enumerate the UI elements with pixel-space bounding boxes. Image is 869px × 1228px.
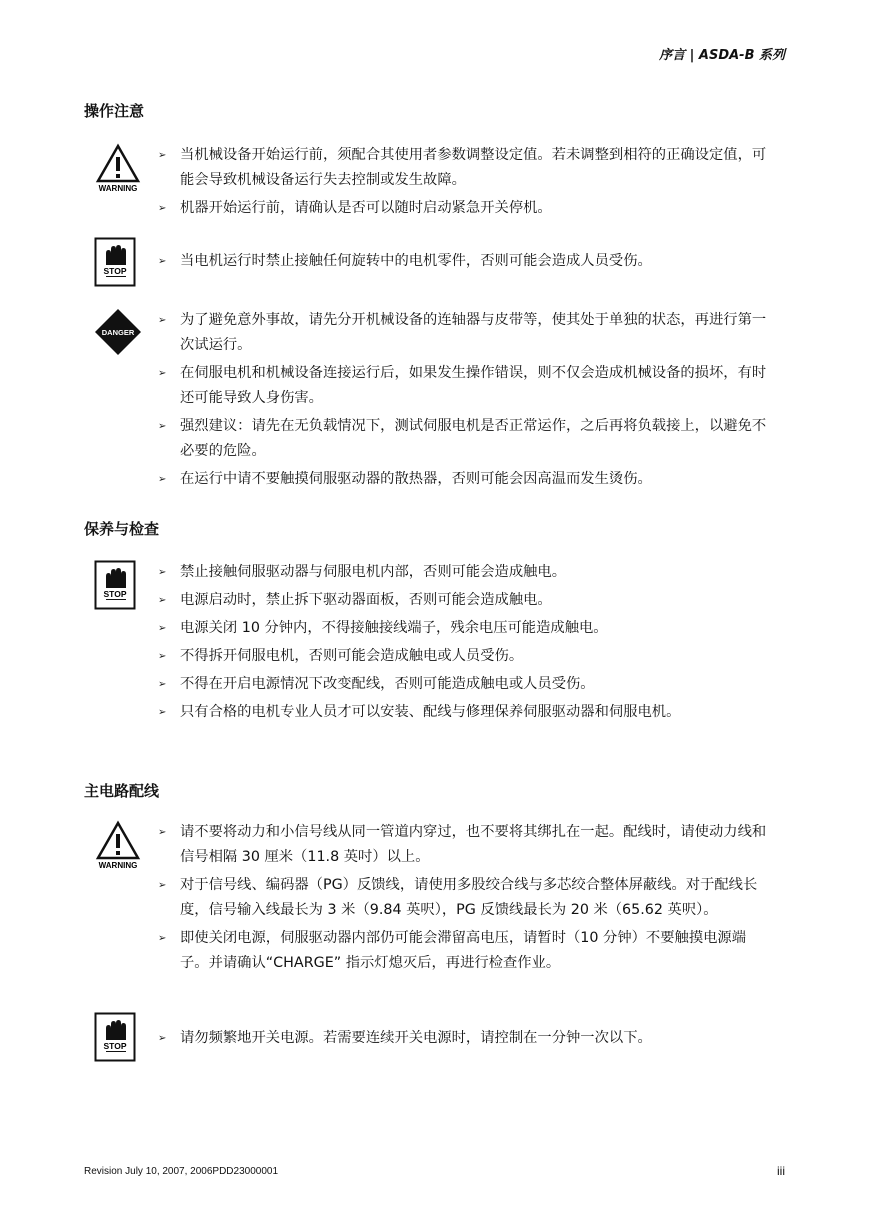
stop-icon-label: STOP	[103, 589, 127, 599]
list-item: ➢ 请不要将动力和小信号线从同一管道内穿过，也不要将其绑扎在一起。配线时，请使动力线和信号相隔 30 厘米（11.8 英吋）以上。	[158, 820, 774, 870]
list-item: ➢ 对于信号线、编码器（PG）反馈线，请使用多股绞合线与多芯绞合整体屏蔽线。对于配线长度，信号输入线最长为 3 米（9.84 英呎），PG 反馈线最长为 20 米（65.62 英呎）。	[158, 873, 774, 923]
stop-icon	[94, 560, 136, 610]
stop-icon-label: STOP	[103, 1041, 127, 1051]
warning-group-wiring	[84, 820, 784, 1000]
warning-icon	[94, 820, 142, 872]
list-item: ➢ 电源关闭 10 分钟内，不得接触接线端子，残余电压可能造成触电。	[158, 616, 774, 641]
list-item: ➢ 不得拆开伺服电机，否则可能会造成触电或人员受伤。	[158, 644, 774, 669]
warning-icon-label: WARNING	[98, 184, 138, 193]
list-item: ➢ 只有合格的电机专业人员才可以安装、配线与修理保养伺服驱动器和伺服电机。	[158, 700, 774, 725]
stop-icon	[94, 237, 136, 287]
page-header: 序言 | ASDA-B 系列	[659, 48, 785, 63]
list-item: ➢ 强烈建议：请先在无负载情况下，测试伺服电机是否正常运作，之后再将负载接上，以避免不必要的危险。	[158, 414, 774, 464]
list-item: ➢ 请勿频繁地开关电源。若需要连续开关电源时，请控制在一分钟一次以下。	[158, 1026, 774, 1051]
danger-icon	[94, 308, 142, 356]
page-number: iii	[777, 1164, 785, 1178]
list-item: ➢ 在伺服电机和机械设备连接运行后，如果发生操作错误，则不仅会造成机械设备的损坏，有时还可能导致人身伤害。	[158, 361, 774, 411]
list-item: ➢ 为了避免意外事故，请先分开机械设备的连轴器与皮带等，使其处于单独的状态，再进行第一次试运行。	[158, 308, 774, 358]
warning-icon-label: WARNING	[98, 861, 138, 870]
section-title-maintenance: 保养与检查	[84, 520, 160, 538]
list-item: ➢ 即使关闭电源，伺服驱动器内部仍可能会滞留高电压，请暂时（10 分钟）不要触摸电源端子。并请确认“CHARGE” 指示灯熄灭后，再进行检查作业。	[158, 926, 774, 976]
stop-icon	[94, 1012, 136, 1062]
footer-revision: Revision July 10, 2007, 2006PDD23000001	[84, 1166, 279, 1177]
list-item: ➢ 禁止接触伺服驱动器与伺服电机内部，否则可能会造成触电。	[158, 560, 774, 585]
stop-group-wiring	[84, 1012, 784, 1064]
list-item: ➢ 当机械设备开始运行前，须配合其使用者参数调整设定值。若未调整到相符的正确设定值，可能会导致机械设备运行失去控制或发生故障。	[158, 143, 774, 193]
list-item: ➢ 电源启动时，禁止拆下驱动器面板，否则可能会造成触电。	[158, 588, 774, 613]
list-item: ➢ 机器开始运行前，请确认是否可以随时启动紧急开关停机。	[158, 196, 774, 221]
danger-group-operation	[84, 308, 784, 488]
stop-icon-label: STOP	[103, 266, 127, 276]
section-title-operation: 操作注意	[84, 102, 145, 120]
list-item: ➢ 不得在开启电源情况下改变配线，否则可能造成触电或人员受伤。	[158, 672, 774, 697]
warning-group-operation	[84, 143, 784, 223]
stop-group-maintenance	[84, 560, 784, 750]
list-item: ➢ 当电机运行时禁止接触任何旋转中的电机零件，否则可能会造成人员受伤。	[158, 249, 774, 274]
warning-icon	[94, 143, 142, 195]
danger-icon-label: DANGER	[101, 328, 135, 337]
section-title-wiring: 主电路配线	[84, 782, 160, 800]
stop-group-operation	[84, 237, 784, 289]
list-item: ➢ 在运行中请不要触摸伺服驱动器的散热器，否则可能会因高温而发生烫伤。	[158, 467, 774, 492]
